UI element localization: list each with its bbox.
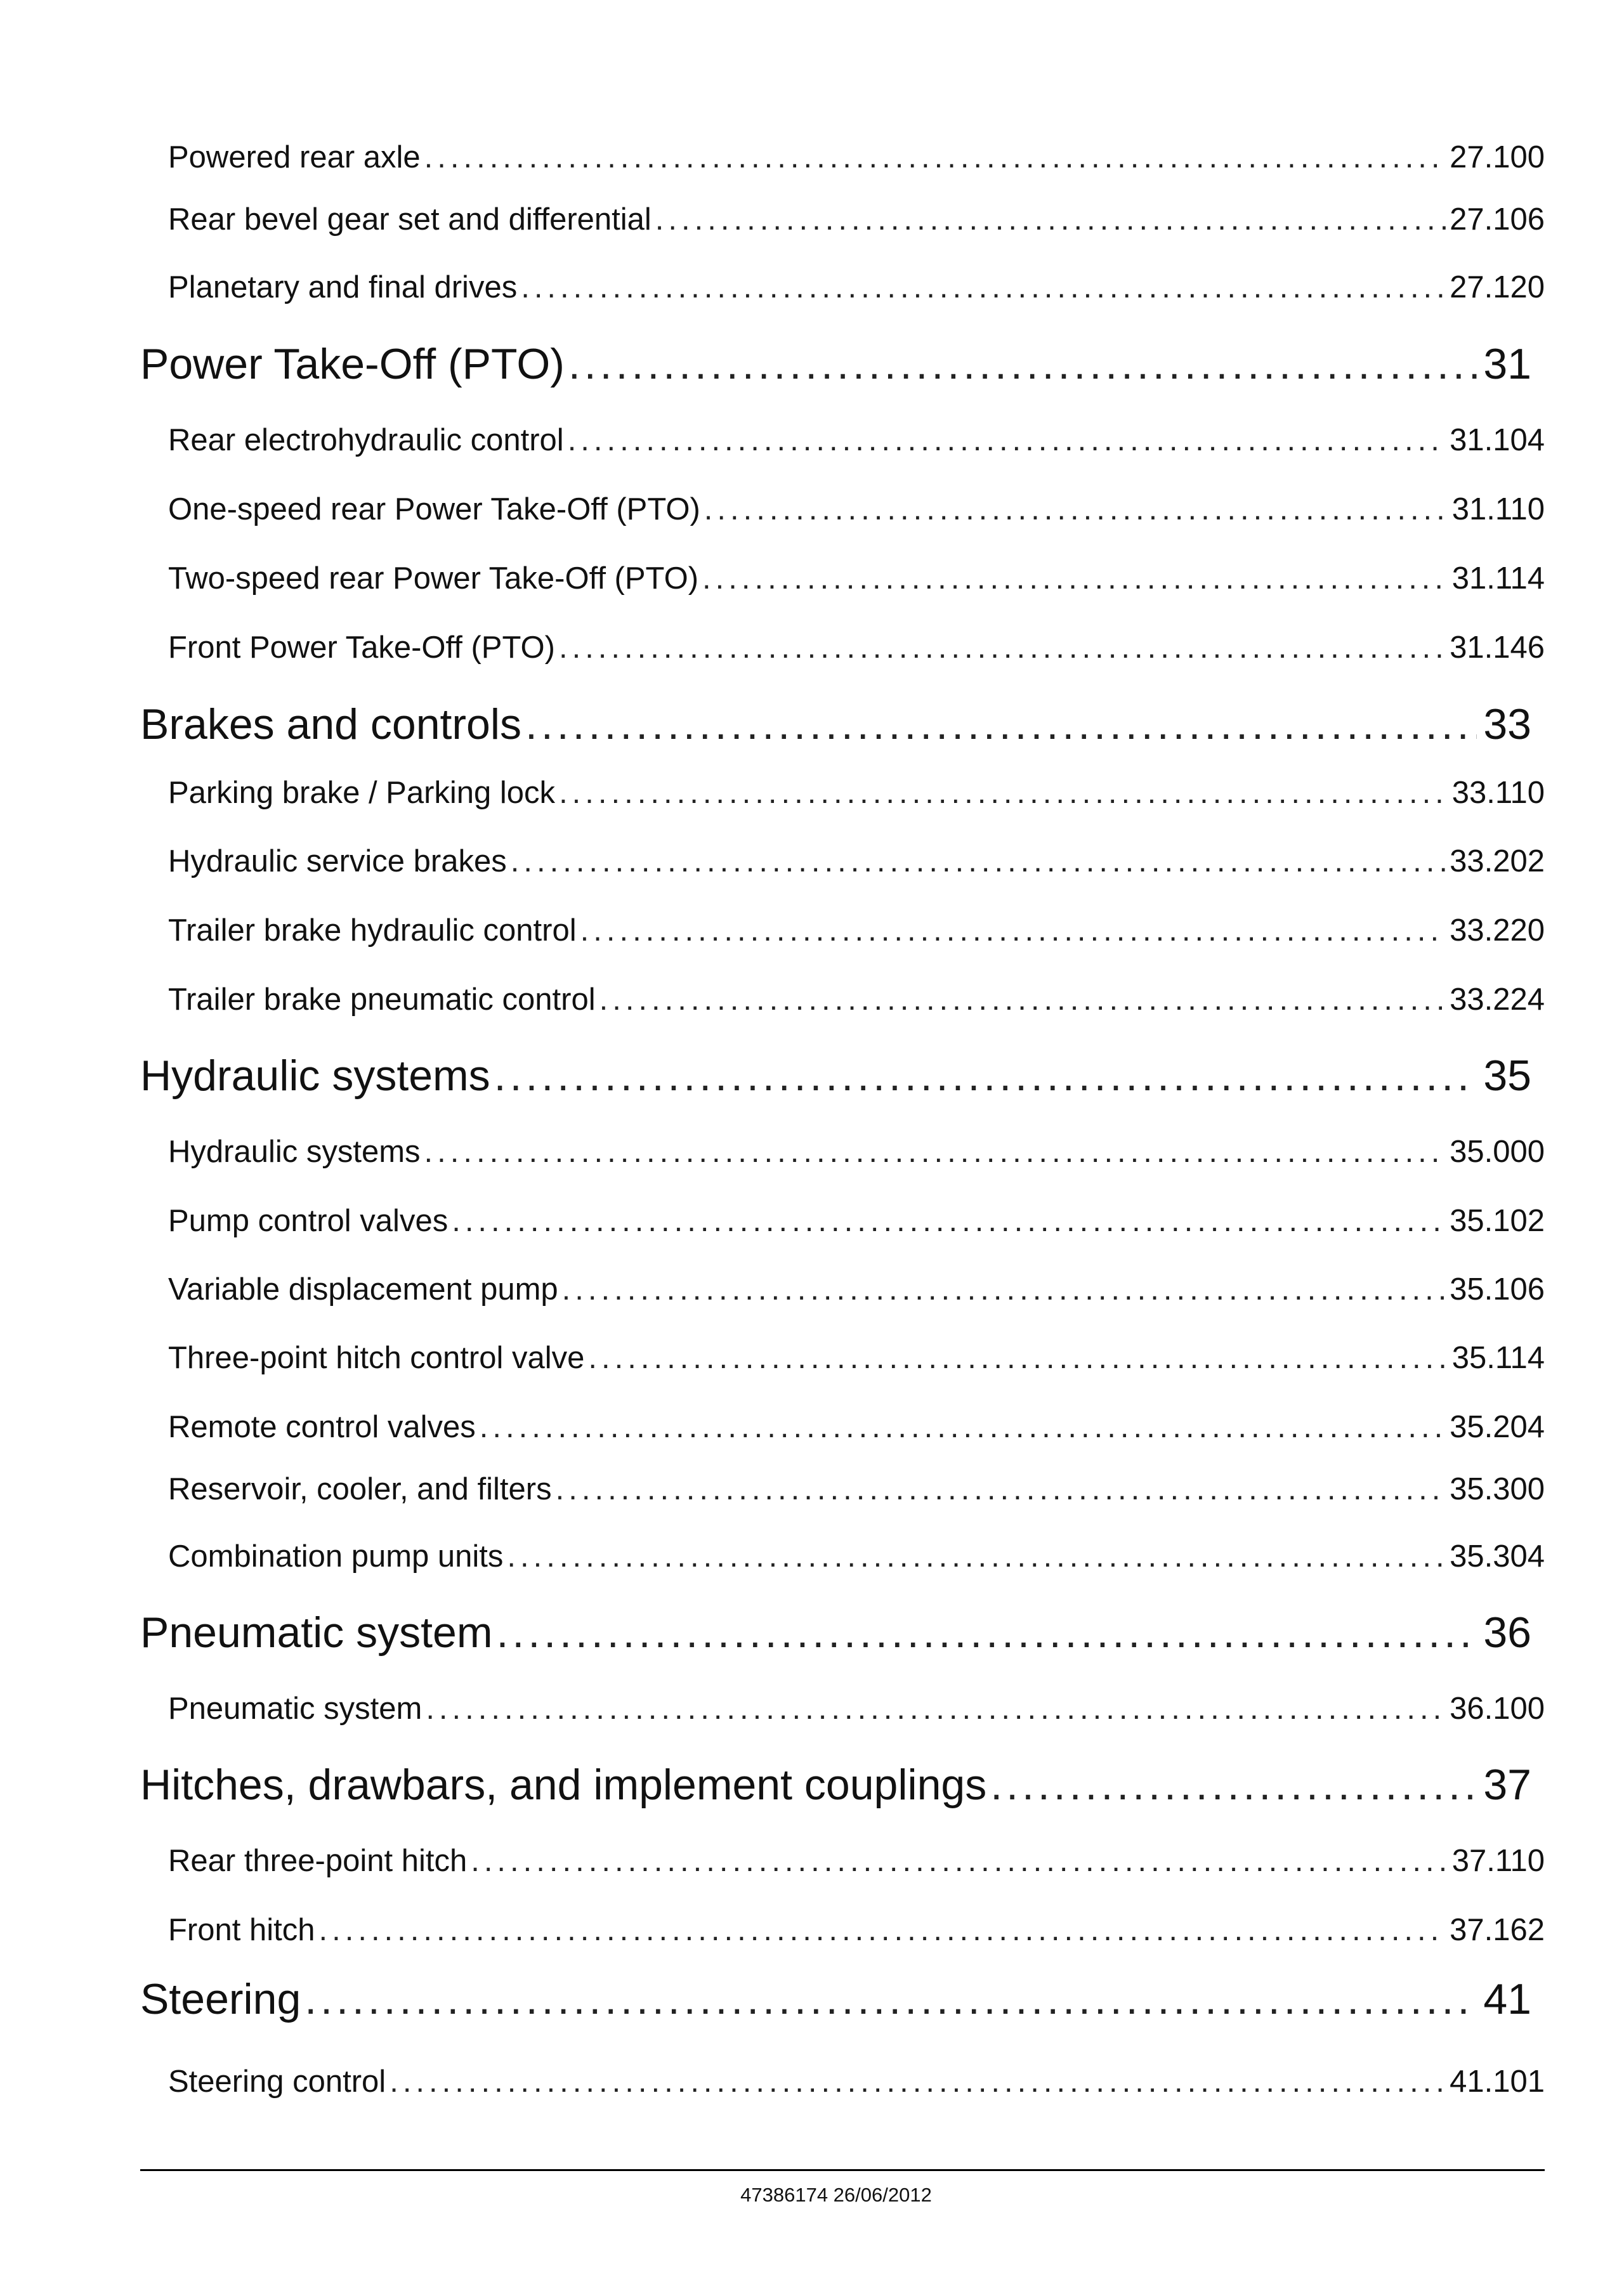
toc-entry-page: 27.106 — [1450, 202, 1545, 237]
toc-entry[interactable] — [168, 844, 1545, 879]
toc-entry-label: Rear bevel gear set and differential — [168, 202, 652, 237]
toc-entry[interactable] — [168, 202, 1545, 237]
toc-section-heading[interactable] — [140, 339, 1531, 389]
dot-leader — [511, 844, 1446, 879]
toc-entry-label: Powered rear axle — [168, 140, 421, 174]
dot-leader — [390, 2064, 1446, 2099]
dot-leader — [599, 982, 1446, 1017]
toc-entry-label: Hydraulic systems — [168, 1135, 421, 1169]
toc-entry[interactable] — [168, 1539, 1545, 1574]
toc-entry-page: 31.146 — [1450, 630, 1545, 665]
dot-leader — [426, 1691, 1446, 1726]
dot-leader — [424, 1134, 1446, 1170]
toc-entry-label: Pneumatic system — [168, 1692, 422, 1726]
toc-entry-label: Remote control valves — [168, 1410, 476, 1444]
toc-entry-label: Trailer brake hydraulic control — [168, 913, 577, 948]
toc-entry-label: Parking brake / Parking lock — [168, 776, 556, 810]
toc-section-heading[interactable] — [140, 1974, 1531, 2024]
dot-leader — [704, 492, 1446, 527]
dot-leader — [318, 1912, 1446, 1948]
dot-leader — [556, 1471, 1446, 1507]
dot-leader — [568, 422, 1446, 458]
dot-leader — [452, 1203, 1446, 1239]
toc-entry[interactable] — [168, 140, 1545, 175]
toc-entry-page: 35.102 — [1450, 1204, 1545, 1238]
toc-entry-page: 33.224 — [1450, 982, 1545, 1017]
toc-entry-label: Rear electrohydraulic control — [168, 423, 564, 457]
toc-entry-label: Pump control valves — [168, 1204, 449, 1238]
dot-leader — [702, 561, 1446, 596]
toc-entry[interactable] — [168, 982, 1545, 1017]
toc-entry[interactable] — [168, 630, 1545, 665]
dot-leader — [525, 700, 1477, 749]
dot-leader — [655, 202, 1446, 237]
toc-entry-label: Three-point hitch control valve — [168, 1341, 585, 1375]
toc-entry-page: 27.100 — [1450, 140, 1545, 174]
toc-entry[interactable] — [168, 492, 1545, 527]
toc-entry-page: 31.110 — [1451, 492, 1545, 526]
toc-entry[interactable] — [168, 422, 1545, 458]
dot-leader — [480, 1409, 1446, 1445]
toc-entry-page: 35.106 — [1450, 1272, 1545, 1307]
toc-section-page: 37 — [1483, 1761, 1531, 1809]
toc-entry[interactable] — [168, 2064, 1545, 2099]
dot-leader — [588, 1340, 1446, 1376]
toc-entry[interactable] — [168, 270, 1545, 305]
toc-section-label: Steering — [140, 1975, 301, 2023]
dot-leader — [990, 1760, 1477, 1810]
toc-entry[interactable] — [168, 1912, 1545, 1948]
toc-entry[interactable] — [168, 1843, 1545, 1879]
toc-entry-page: 35.114 — [1451, 1341, 1545, 1375]
toc-section-page: 41 — [1483, 1975, 1531, 2023]
toc-entry-page: 35.204 — [1450, 1410, 1545, 1444]
dot-leader — [521, 270, 1446, 305]
dot-leader — [580, 913, 1446, 948]
toc-entry-page: 33.202 — [1450, 844, 1545, 878]
toc-entry-label: One-speed rear Power Take-Off (PTO) — [168, 492, 700, 526]
toc-section-page: 33 — [1483, 700, 1531, 748]
toc-entry[interactable] — [168, 1409, 1545, 1445]
toc-entry-label: Steering control — [168, 2064, 386, 2099]
toc-entry-label: Planetary and final drives — [168, 270, 518, 304]
dot-leader — [424, 140, 1446, 175]
toc-entry[interactable] — [168, 1134, 1545, 1170]
toc-entry-page: 36.100 — [1450, 1692, 1545, 1726]
toc-section-heading[interactable] — [140, 700, 1531, 749]
toc-entry[interactable] — [168, 1691, 1545, 1726]
toc-entry-page: 35.304 — [1450, 1539, 1545, 1574]
dot-leader — [497, 1608, 1477, 1657]
toc-section-page: 31 — [1483, 340, 1531, 388]
toc-entry-label: Two-speed rear Power Take-Off (PTO) — [168, 561, 699, 596]
toc-entry-label: Front Power Take-Off (PTO) — [168, 630, 555, 665]
footer-divider — [140, 2169, 1545, 2171]
toc-entry-page: 35.000 — [1450, 1135, 1545, 1169]
toc-entry-label: Front hitch — [168, 1913, 315, 1947]
toc-entry[interactable] — [168, 913, 1545, 948]
dot-leader — [507, 1539, 1446, 1574]
toc-entry-page: 33.110 — [1451, 776, 1545, 810]
toc-entry-label: Reservoir, cooler, and filters — [168, 1472, 552, 1506]
dot-leader — [559, 775, 1446, 811]
toc-entry-page: 37.162 — [1450, 1913, 1545, 1947]
toc-entry-page: 41.101 — [1450, 2064, 1545, 2099]
toc-section-heading[interactable] — [140, 1051, 1531, 1100]
dot-leader — [562, 1272, 1446, 1307]
toc-section-label: Hydraulic systems — [140, 1052, 490, 1100]
dot-leader — [494, 1051, 1477, 1100]
toc-entry-label: Hydraulic service brakes — [168, 844, 507, 878]
toc-entry[interactable] — [168, 561, 1545, 596]
toc-entry-label: Combination pump units — [168, 1539, 504, 1574]
toc-entry-page: 27.120 — [1450, 270, 1545, 304]
toc-section-page: 36 — [1483, 1608, 1531, 1657]
toc-entry[interactable] — [168, 1203, 1545, 1239]
toc-entry[interactable] — [168, 775, 1545, 811]
toc-section-label: Power Take-Off (PTO) — [140, 340, 565, 388]
dot-leader — [568, 339, 1477, 389]
toc-section-label: Brakes and controls — [140, 700, 521, 748]
toc-entry-page: 37.110 — [1451, 1844, 1545, 1878]
footer-document-code: 47386174 26/06/2012 — [740, 2184, 932, 2206]
toc-entry-label: Trailer brake pneumatic control — [168, 982, 596, 1017]
toc-section-label: Pneumatic system — [140, 1608, 493, 1657]
dot-leader — [471, 1843, 1446, 1879]
toc-section-page: 35 — [1483, 1052, 1531, 1100]
toc-entry-page: 31.104 — [1450, 423, 1545, 457]
toc-entry[interactable] — [168, 1272, 1545, 1307]
toc-entry-page: 31.114 — [1451, 561, 1545, 596]
toc-entry[interactable] — [168, 1340, 1545, 1376]
dot-leader — [304, 1974, 1477, 2024]
toc-section-label: Hitches, drawbars, and implement couplings — [140, 1761, 987, 1809]
toc-section-heading[interactable] — [140, 1608, 1531, 1657]
toc-section-heading[interactable] — [140, 1760, 1531, 1810]
dot-leader — [559, 630, 1446, 665]
toc-entry-label: Variable displacement pump — [168, 1272, 558, 1307]
toc-entry[interactable] — [168, 1471, 1545, 1507]
toc-entry-page: 35.300 — [1450, 1472, 1545, 1506]
toc-entry-page: 33.220 — [1450, 913, 1545, 948]
toc-entry-label: Rear three-point hitch — [168, 1844, 468, 1878]
